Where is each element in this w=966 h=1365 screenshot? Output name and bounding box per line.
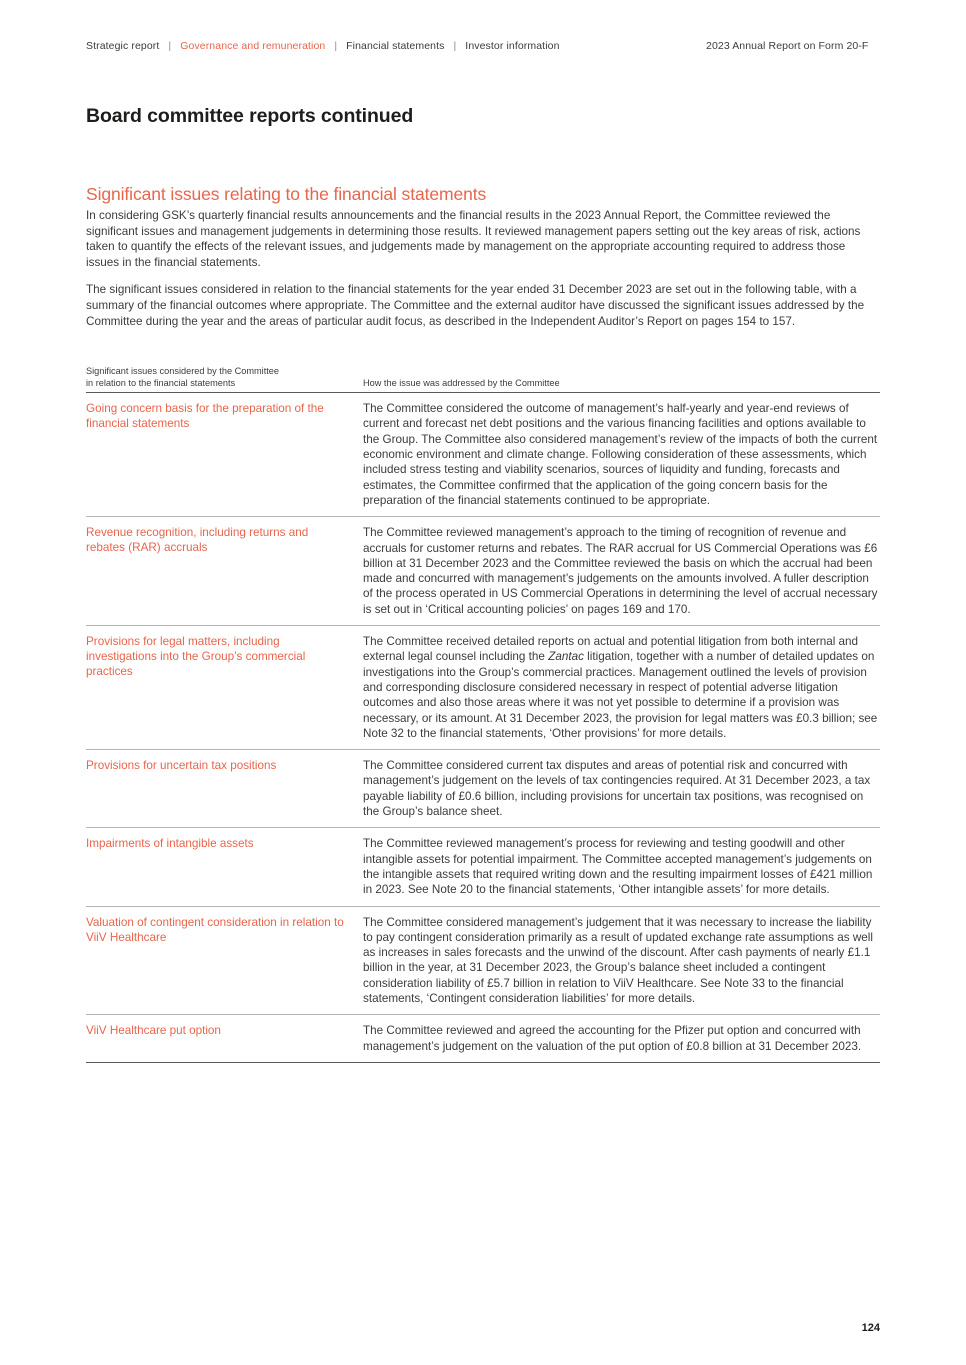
table-header-row (86, 366, 880, 393)
issue-response: The Committee considered management’s judgement that it was necessary to increase the liability to pay contingent consideration primarily as a result of updated exchange rate assumptions as well as increases in sales forecasts and the unwind of the discount. After cash payments of nearly £1.1 billion in the year, at 31 December 2023, the Group’s balance sheet included a contingent consideration liability of £5.7 billion in relation to ViiV Healthcare. See Note 33 to the financial statements, ‘Contingent consideration liabilities’ for more details. (363, 915, 873, 1005)
intro-paragraphs (86, 208, 878, 341)
issue-response (363, 634, 880, 741)
table-row (86, 517, 880, 626)
table-row (86, 393, 880, 517)
nav-separator: | (168, 40, 172, 52)
issue-title: ViiV Healthcare put option (86, 1024, 221, 1038)
table-header-issues-line1: Significant issues considered by the Committee (86, 366, 280, 376)
page-number: 124 (861, 1322, 880, 1334)
table-row (86, 750, 880, 828)
running-header (86, 40, 880, 52)
intro-paragraph-1: In considering GSK’s quarterly financial results announcements and the financial results in the 2023 Annual Report, the Committee reviewed the significant issues and management judgements in determining those results. It reviewed management papers setting out the key areas of risk, actions taken to quantify the effects of the relevant issues, and judgements made by management on the appropriate accounting required to address those issues in the financial statements. (86, 209, 861, 269)
issue-title: Revenue recognition, including returns and rebates (RAR) accruals (86, 526, 309, 555)
nav-item-governance-and-remuneration[interactable]: Governance and remuneration (180, 40, 326, 52)
issue-title: Going concern basis for the preparation of the financial statements (86, 402, 324, 431)
issue-title: Valuation of contingent consideration in relation to ViiV Healthcare (86, 915, 344, 944)
issue-response: The Committee considered current tax disputes and areas of potential risk and concurred with management’s judgement on the levels of tax contingencies required. At 31 December 2023, a tax payable liability of £0.6 billion, including provisions for uncertain tax positions, was recognised on the Group’s balance sheet. (363, 759, 871, 819)
issue-response: The Committee reviewed management’s approach to the timing of recognition of revenue and accruals for customer returns and rebates. The RAR accrual for US Commercial Operations was £6 billion at 31 December 2023 and the Committee reviewed the basis on which the accrual had been made and concurred with management’s judgements on the amounts involved. A fuller description of the process operated in US Commercial Operations in determining the level of accrual necessary is set out in ‘Critical accounting policies’ on pages 169 and 170. (363, 526, 878, 616)
nav-item-financial-statements[interactable]: Financial statements (346, 40, 445, 52)
table-row (86, 1015, 880, 1063)
nav-item-investor-information[interactable]: Investor information (465, 40, 560, 52)
table-header-issues-line2: in relation to the financial statements (86, 377, 236, 388)
issue-response-emphasis: Zantac (548, 650, 584, 664)
page-title: Board committee reports continued (86, 105, 414, 127)
issue-response: The Committee reviewed and agreed the accounting for the Pfizer put option and concurred with management’s judgement on the valuation of the put option of £0.8 billion at 31 December 2023. (363, 1024, 862, 1053)
table-row (86, 626, 880, 750)
issue-title: Provisions for uncertain tax positions (86, 759, 277, 773)
nav-item-strategic-report[interactable]: Strategic report (86, 40, 160, 52)
table-row (86, 907, 880, 1016)
issue-title: Provisions for legal matters, including investigations into the Group’s commercial practices (86, 635, 306, 679)
issue-response: The Committee considered the outcome of management’s half-yearly and year-end reviews of current and forecast net debt positions and the various financing facilities and options available to the Group. The Committee also considered management’s review of the impacts of both the current economic environment and climate change. Following consideration of these assessments, which included stress testing and viability scenarios, sources of liquidity and funding, forecasts and estimates, the Committee confirmed that the application of the going concern basis for the preparation of the financial statements continued to be appropriate. (363, 402, 878, 507)
document-title: 2023 Annual Report on Form 20-F (706, 40, 869, 52)
nav-separator: | (334, 40, 338, 52)
intro-paragraph-2: The significant issues considered in relation to the financial statements for the year ended 31 December 2023 are set out in the following table, with a summary of the financial outcomes where appropriate. The Committee and the external auditor have discussed the significant issues addressed by the Committee during the year and the areas of particular audit focus, as described in the Independent Auditor’s Report on pages 154 to 157. (86, 283, 865, 328)
issue-response-pre: The Committee received detailed reports on actual and potential litigation from both internal and external legal counsel including the (363, 635, 859, 664)
section-nav (86, 40, 560, 52)
issue-title: Impairments of intangible assets (86, 837, 254, 851)
issue-response-post: litigation, together with a number of detailed updates on investigations into the Group’s commercial practices. Management outlined the levels of provision and corresponding disclosure considered necessary in respect of potential adverse litigation outcomes and also those areas where it was not yet possible to determine if a provision was necessary, or its amount. At 31 December 2023, the provision for legal matters was £0.3 billion; see Note 32 to the financial statements, ‘Other provisions’ for more details. (363, 650, 878, 740)
significant-issues-table (86, 366, 880, 1063)
nav-separator: | (453, 40, 457, 52)
table-header-issues (86, 366, 363, 389)
table-header-response: How the issue was addressed by the Committee (363, 377, 560, 388)
issue-response: The Committee reviewed management’s process for reviewing and testing goodwill and other intangible assets for potential impairment. The Committee accepted management’s judgements on the intangible assets that required writing down and the resulting impairment losses of £421 million in 2023. See Note 20 to the financial statements, ‘Other intangible assets’ for more details. (363, 837, 873, 897)
section-heading: Significant issues relating to the financial statements (86, 184, 487, 204)
table-row (86, 828, 880, 906)
